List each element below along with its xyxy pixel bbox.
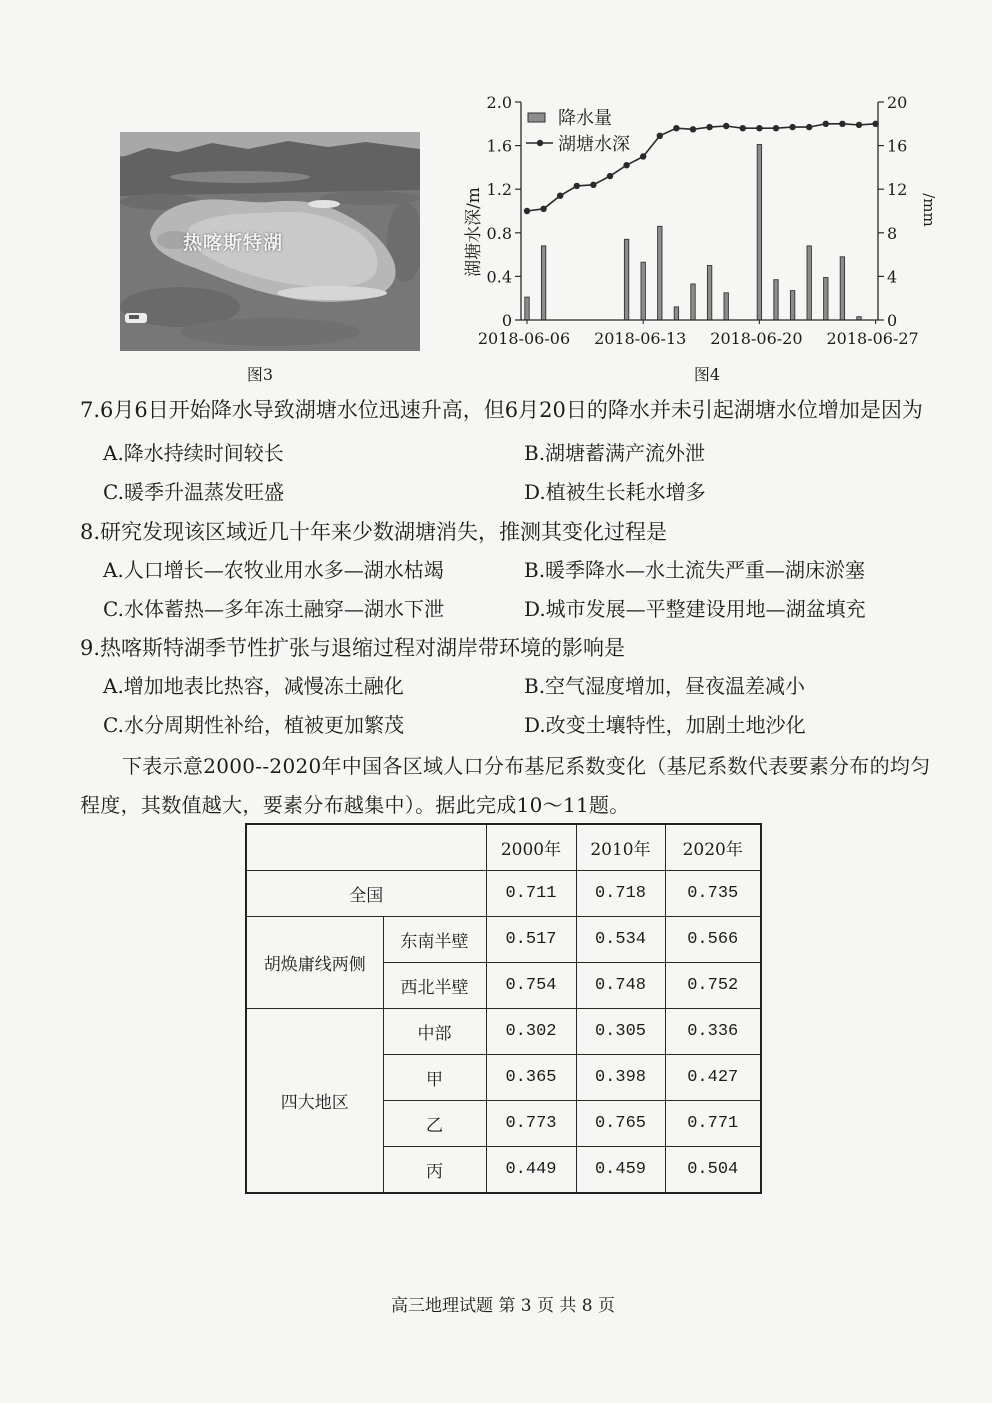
depth-marker: [856, 122, 862, 128]
precipitation-bar: [840, 257, 844, 320]
chart-legend: [526, 108, 630, 155]
precipitation-bar: [807, 246, 811, 320]
question-7-option-a: A.降水持续时间较长: [103, 441, 284, 465]
table-intro-paragraph: 下表示意2000--2020年中国各区域人口分布基尼系数变化（基尼系数代表要素分布的均匀程度，其数值越大，要素分布越集中）。据此完成10～11题。: [80, 754, 931, 817]
table-header-cell: 2020年: [665, 824, 761, 871]
question-8-stem: 8.研究发现该区域近几十年来少数湖塘消失，推测其变化过程是: [80, 520, 668, 544]
depth-marker: [740, 125, 746, 131]
y-tick-label-right: 8: [887, 223, 898, 243]
table-row: [246, 1009, 761, 1055]
y-tick-label-right: 20: [887, 93, 908, 112]
y-tick-label-left: 2.0: [486, 93, 512, 112]
vehicle-window: [129, 315, 139, 319]
table-corner-cell: [246, 824, 486, 871]
figure-4-caption: 图4: [693, 365, 721, 384]
precipitation-bar: [691, 284, 695, 320]
depth-marker: [723, 123, 729, 129]
precipitation-bar: [624, 239, 628, 320]
y-tick-label-left: 0.8: [486, 223, 512, 243]
question-8-option-d: D.城市发展—平整建设用地—湖盆填充: [524, 597, 866, 621]
table-cell: 0.517: [486, 917, 576, 963]
table-cell: 0.305: [576, 1009, 665, 1055]
y-tick-label-right: 12: [887, 180, 908, 200]
question-8-option-a: A.人口增长—农牧业用水多—湖水枯竭: [103, 558, 444, 582]
precipitation-bar: [790, 291, 794, 320]
question-9-option-c: C.水分周期性补给，植被更加繁茂: [103, 713, 404, 737]
depth-marker: [789, 124, 795, 130]
legend-label-depth: 湖塘水深: [558, 134, 630, 155]
table-cell: 0.302: [486, 1009, 576, 1055]
table-row-label: 丙: [383, 1147, 486, 1194]
table-header-cell: 2000年: [486, 824, 576, 871]
x-tick-label: 2018-06-13: [594, 329, 687, 348]
table-cell: 0.365: [486, 1055, 576, 1101]
table-row-label: 甲: [383, 1055, 486, 1101]
table-cell: 0.765: [576, 1101, 665, 1147]
y-axis-title-left: 湖塘水深/m: [464, 187, 484, 277]
table-cell: 0.773: [486, 1101, 576, 1147]
question-9-option-a: A.增加地表比热容，减慢冻土融化: [103, 674, 404, 698]
table-cell: 0.735: [665, 871, 761, 917]
precipitation-bar: [757, 145, 761, 321]
lake-photo-label: 热喀斯特湖: [183, 232, 284, 254]
table-cell: 0.459: [576, 1147, 665, 1194]
depth-marker: [623, 162, 629, 168]
depth-marker: [823, 121, 829, 127]
y-tick-label-right: 16: [887, 136, 908, 156]
precipitation-bar: [541, 246, 545, 320]
question-9-option-d: D.改变土壤特性，加剧土地沙化: [524, 713, 806, 737]
depth-marker: [706, 124, 712, 130]
photo-shore-highlight: [277, 286, 387, 300]
table-group-label: 四大地区: [246, 1009, 383, 1194]
precipitation-bar: [525, 297, 529, 320]
depth-marker: [557, 193, 563, 199]
y-tick-label-left: 1.6: [486, 136, 512, 156]
y-tick-label-right: 0: [887, 311, 898, 330]
ground-patch: [180, 318, 360, 346]
precipitation-bar: [724, 293, 728, 320]
table-cell: 0.336: [665, 1009, 761, 1055]
precipitation-depth-chart: [440, 80, 960, 360]
legend-line-marker: [537, 140, 543, 146]
depth-marker: [540, 206, 546, 212]
x-tick-label: 2018-06-20: [710, 329, 803, 348]
table-cell: 0.534: [576, 917, 665, 963]
figure-3-caption: 图3: [246, 365, 274, 384]
table-cell: 0.449: [486, 1147, 576, 1194]
legend-label-precipitation: 降水量: [558, 108, 612, 129]
x-tick-label: 2018-06-27: [826, 329, 919, 348]
depth-marker: [773, 125, 779, 131]
table-cell: 0.566: [665, 917, 761, 963]
table-cell: 0.754: [486, 963, 576, 1009]
table-cell: 0.718: [576, 871, 665, 917]
question-9-option-b: B.空气湿度增加，昼夜温差减小: [524, 674, 806, 698]
table-row-label: 中部: [383, 1009, 486, 1055]
precipitation-bar: [774, 280, 778, 320]
precipitation-bar: [674, 307, 678, 320]
table-cell: 0.427: [665, 1055, 761, 1101]
y-axis-title-right: /mm: [920, 193, 938, 227]
x-tick-label: 2018-06-06: [477, 329, 571, 348]
depth-marker: [657, 133, 663, 139]
depth-marker: [524, 208, 530, 214]
table-cell: 0.711: [486, 871, 576, 917]
precipitation-bar: [658, 226, 662, 320]
page-footer: 高三地理试题 第 3 页 共 8 页: [390, 1296, 616, 1316]
table-row-label: 乙: [383, 1101, 486, 1147]
table-row-label: 西北半壁: [383, 963, 486, 1009]
question-7-option-d: D.植被生长耗水增多: [524, 480, 706, 504]
y-tick-label-left: 0.4: [486, 267, 512, 287]
gini-coefficient-table: [245, 823, 762, 1194]
question-7-option-c: C.暖季升温蒸发旺盛: [103, 480, 284, 504]
question-7-stem: 7.6月6日开始降水导致湖塘水位迅速升高，但6月20日的降水并未引起湖塘水位增加是因为: [80, 398, 923, 422]
depth-marker: [640, 153, 646, 159]
y-tick-label-left: 0: [501, 311, 512, 330]
ground-patch: [170, 171, 310, 183]
depth-marker: [806, 124, 812, 130]
table-header-row: [246, 824, 761, 871]
table-row: [246, 871, 761, 917]
table-cell: 0.748: [576, 963, 665, 1009]
question-8-option-c: C.水体蓄热—多年冻土融穿—湖水下泄: [103, 597, 444, 621]
table-row: [246, 917, 761, 963]
table-row-label: 全国: [246, 871, 486, 917]
table-cell: 0.771: [665, 1101, 761, 1147]
table-group-label: 胡焕庸线两侧: [246, 917, 383, 1009]
depth-marker: [839, 121, 845, 127]
question-8-option-b: B.暖季降水—水土流失严重—湖床淤塞: [524, 558, 866, 582]
depth-marker: [690, 126, 696, 132]
photo-small-pond: [308, 200, 340, 208]
table-cell: 0.752: [665, 963, 761, 1009]
table-row-label: 东南半壁: [383, 917, 486, 963]
precipitation-bar: [641, 262, 645, 320]
question-7-option-b: B.湖塘蓄满产流外泄: [524, 441, 706, 465]
vehicle-icon: [125, 313, 147, 323]
question-9-stem: 9.热喀斯特湖季节性扩张与退缩过程对湖岸带环境的影响是: [80, 636, 626, 660]
y-tick-label-right: 4: [887, 267, 898, 287]
y-tick-label-left: 1.2: [486, 180, 512, 200]
legend-bar-swatch: [528, 113, 545, 122]
depth-marker: [673, 125, 679, 131]
precipitation-bar: [707, 266, 711, 321]
table-header-cell: 2010年: [576, 824, 665, 871]
table-cell: 0.504: [665, 1147, 761, 1194]
depth-marker: [574, 183, 580, 189]
depth-marker: [590, 182, 596, 188]
depth-marker: [607, 173, 613, 179]
table-cell: 0.398: [576, 1055, 665, 1101]
precipitation-bar: [824, 278, 828, 321]
depth-marker: [756, 125, 762, 131]
